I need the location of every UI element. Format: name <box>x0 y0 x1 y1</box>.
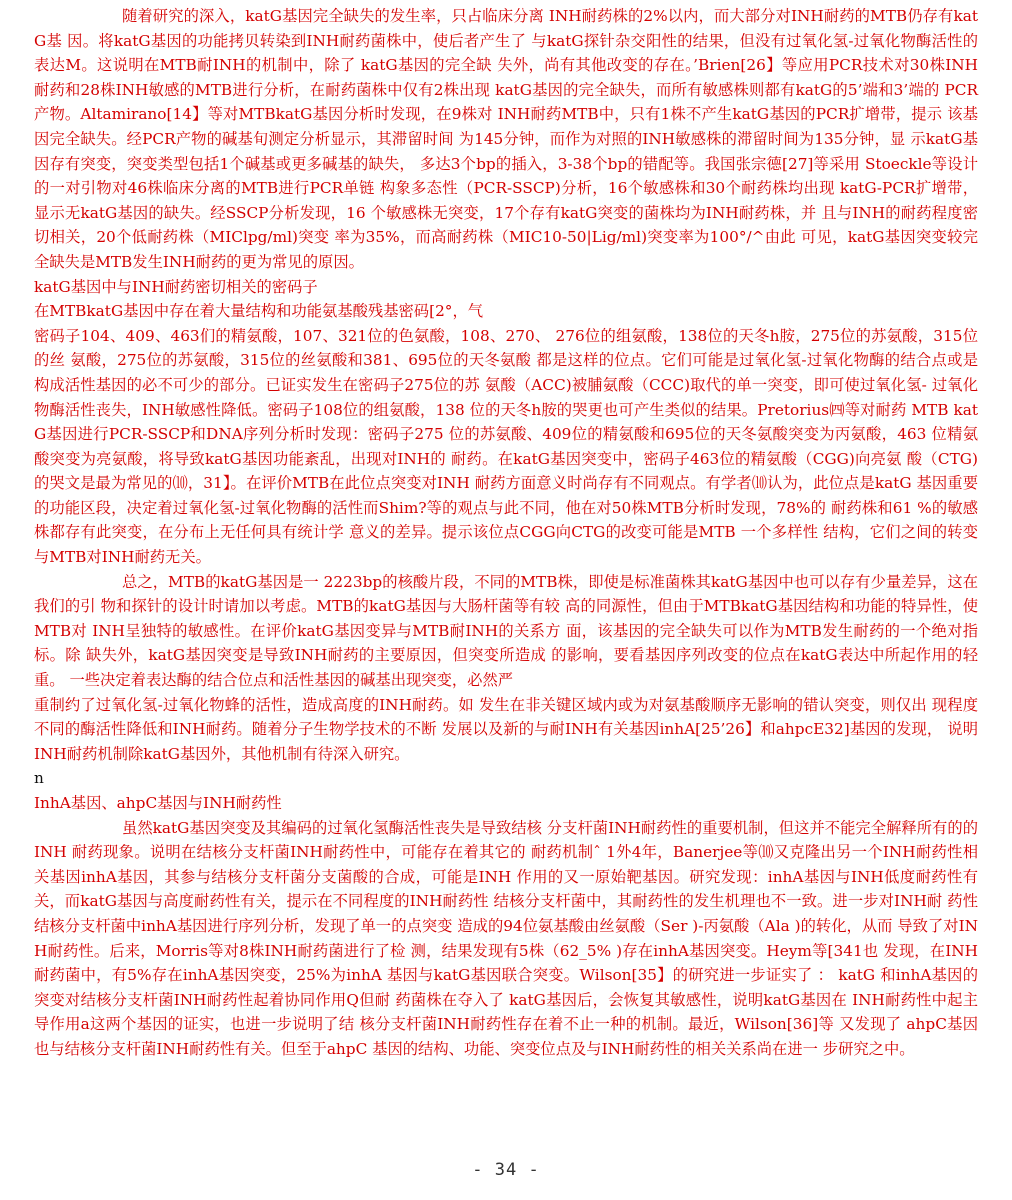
paragraph-codon-sites: 密码子104、409、463们的精氨酸，107、321位的色氨酸，108、270、 276位的组氨酸，138位的天冬h胺，275位的苏氨酸，315位的丝 氨酸，275位的苏氨酸，315位的丝氨酸和381、695位的天冬氨酸 都是这样的位点。它们可能是过氧化氢-过氧化物酶的结合点或是 构成活性基因的必不可少的部分。已证实发生在密码子275位的苏 氨酸（ACC)被脯氨酸（CCC)取代的单一突变，即可使过氧化氢- 过氧化物酶活性丧失，INH敏感性降低。密码子108位的组氨酸，138 位的天冬h胺的哭更也可产生类似的结果。Pretorius㈣等对耐药 MTB katG基因进行PCR-SSCP和DNA序列分析时发现：密码子275 位的苏氨酸、409位的精氨酸和695位的天冬氨酸突变为丙氨酸，463 位精氨酸突变为亮氨酸，将导致katG基因功能紊乱，出现对INH的 耐药。在katG基因突变中，密码子463位的精氨酸（CGG)向亮氨 酸（CTG)的哭文是最为常见的⑽，31】。在评价MTB在此位点突变对INH 耐药方面意义时尚存有不同观点。有学者⑽认为，此位点是katG 基因重要的功能区段，决定着过氧化氢-过氧化物酶的活性而Shim?等的观点与此不同，他在对50株MTB分析时发现，78%的 耐药株和61 %的敏感株都存有此突变，在分布上无任何具有统计学 意义的差异。提示该位点CGG向CTG的改变可能是MTB 一个多样性 结构，它们之间的转变与MTB对INH耐药无关。 <box>34 326 978 567</box>
paragraph-summary: 总之，MTB的katG基因是一 2223bp的核酸片段，不同的MTB株，即使是标准菌株其katG基因中也可以存有少量差异，这在我们的引 物和探针的设计时请加以考虑。MTB的katG基因与大肠杆菌等有较 高的同源性，但由于MTBkatG基因结构和功能的特异性，使MTB对 INH呈独特的敏感性。在评价katG基因变异与MTB耐INH的关系方 面，该基因的完全缺失可以作为MTB发生耐药的一个绝对指标。除 缺失外，katG基因突变是导致INH耐药的主要原因，但突变所造成 的影响，要看基因序列改变的位点在katG表达中所起作用的轻重。 一些决定着表达酶的结合位点和活性基因的碱基出现突变，必然严 <box>34 572 978 690</box>
paragraph-katg-deletion: 随着研究的深入，katG基因完全缺失的发生率，只占临床分离 INH耐药株的2%以内，而大部分对INH耐药的MTB仍存有katG基 因。将katG基因的功能拷贝转染到INH耐药菌株中，使后者产生了 与katG探针杂交阳性的结果，但没有过氧化氢-过氧化物酶活性的 表达M。这说明在MTB耐INH的机制中，除了 katG基因的完全缺 失外，尚有其他改变的存在。’Brien[26】等应用PCR技术对30株INH 耐药和28株INH敏感的MTB进行分析，在耐药菌株中仅有2株出现 katG基因的完全缺失，而所有敏感株则都有katG的5’端和3’端的 PCR产物。Altamirano[14】等对MTBkatG基因分析时发现，在9株对 INH耐药MTB中，只有1株不产生katG基因的PCR扩增带，提示 该基因完全缺失。经PCR产物的碱基旬测定分析显示，其滞留时间 为145分钟，而作为对照的INH敏感株的滞留时间为135分钟，显 示katG基因存有突变，突变类型包括1个碱基或更多碱基的缺失， 多达3个bp的插入，3-38个bp的错配等。我国张宗德[27]等采用 Stoeckle等设计的一对引物对46株临床分离的MTB进行PCR单链 构象多态性（PCR-SSCP)分析，16个敏感株和30个耐药株均出现 katG-PCR扩增带，显示无katG基因的缺失。经SSCP分析发现，16 个敏感株无突变，17个存有katG突变的菌株均为INH耐药株，并 且与INH的耐药程度密切相关，20个低耐药株（MIClpg/ml)突变 率为35%，而高耐药株（MIC10-50|Lig/ml)突变率为100°/^由此 可见，katG基因突变较完全缺失是MTB发生INH耐药的更为常见的原因。 <box>34 7 978 271</box>
section-heading-inha-ahpc: InhA基因、ahpC基因与INH耐药性 <box>34 794 282 812</box>
paragraph-summary-continued: 重制约了过氧化氢-过氧化物蜂的活性，造成高度的INH耐药。如 发生在非关键区域内或为对氨基酸顺序无影响的错认突变，则仅出 现程度不同的酶活性降低和INH耐药。随着分子生物学技术的不断 发展以及新的与耐INH有关基因inhA[25’26】和ahpcE32]基因的发现， 说明INH耐药机制除katG基因外，其他机制有待深入研究。 <box>34 695 978 763</box>
paragraph-codon-intro: 在MTBkatG基因中存在着大量结构和功能氨基酸残基密码[2°，气 <box>34 302 484 321</box>
section-heading-codons: katG基因中与INH耐药密切相关的密码子 <box>34 277 318 296</box>
page-number: - 34 - <box>472 1160 540 1180</box>
document-page <box>34 4 978 1154</box>
stray-character: n <box>34 769 44 788</box>
paragraph-inha-ahpc: 虽然katG基因突变及其编码的过氧化氢酶活性丧失是导致结核 分支杆菌INH耐药性的重要机制，但这并不能完全解释所有的的INH 耐药现象。说明在结核分支杆菌INH耐药性中，可能存在着其它的 耐药机制ˆ 1外4年，Banerjee等⑽又克隆出另一个INH耐药性相 关基因inhA基因，其参与结核分支杆菌分支菌酸的合成，可能是INH 作用的又一原始靶基因。研究发现：inhA基因与INH低度耐药性有 关，而katG基因与高度耐药性有关，提示在不同程度的INH耐药性 结核分支杆菌中，其耐药性的发生机理也不一致。进一步对INH耐 药性结核分支杆菌中inhA基因进行序列分析，发现了单一的点突变 造成的94位氨基酸由丝氨酸（Ser )-丙氨酸（Ala )的转化，从而 导致了对INH耐药性。后来，Morris等对8株INH耐药菌进行了检 测，结果发现有5株（62_5% )存在inhA基因突变。Heym等[341也 发现，在INH耐药菌中，有5%存在inhA基因突变，25%为inhA 基因与katG基因联合突变。Wilson[35】的研究进一步证实了 ： katG 和inhA基因的突变对结核分支杆菌INH耐药性起着协同作用Q但耐 药菌株在夺入了 katG基因后，会恢复其敏感性，说明katG基因在 INH耐药性中起主导作用a这两个基因的证实，也进一步说明了结 核分支杆菌INH耐药性存在着不止一种的机制。最近，Wilson[36]等 又发现了 ahpC基因也与结核分支杆菌INH耐药性有关。但至于ahpC 基因的结构、功能、突变位点及与INH耐药性的相关关系尚在进一 步研究之中。 <box>34 818 978 1058</box>
